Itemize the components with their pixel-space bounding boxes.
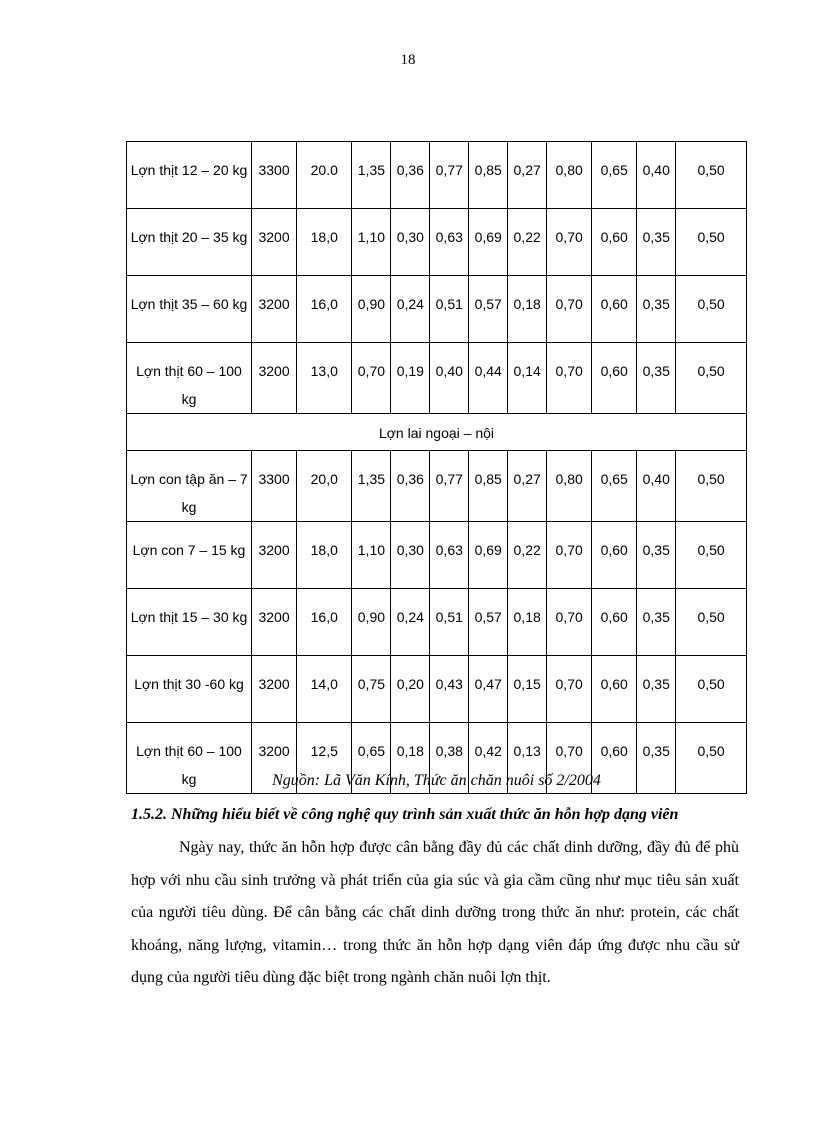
table-cell: 3200 (252, 209, 297, 276)
table-cell: 0,57 (469, 276, 508, 343)
table-cell: 0,63 (430, 209, 469, 276)
table-cell: 0,40 (430, 343, 469, 414)
table-cell: 16,0 (297, 276, 352, 343)
section-heading: 1.5.2. Những hiểu biết về công nghệ quy trình sản xuất thức ăn hỗn hợp dạng viên (131, 806, 679, 823)
table-cell: 0,65 (592, 142, 637, 209)
table-cell: 0,77 (430, 142, 469, 209)
table-cell: 0,40 (637, 451, 676, 522)
table-cell: 0,50 (676, 522, 747, 589)
table-cell: 3300 (252, 142, 297, 209)
table-cell: 0,70 (352, 343, 391, 414)
table-cell: 0,70 (547, 723, 592, 794)
table-cell: 0,50 (676, 723, 747, 794)
table-cell: 0,24 (391, 589, 430, 656)
table-cell: 0,60 (592, 209, 637, 276)
table-cell: 0,13 (508, 723, 547, 794)
table-cell: 0,35 (637, 723, 676, 794)
table-cell: 18,0 (297, 209, 352, 276)
table-cell: 3200 (252, 343, 297, 414)
table-cell: 0,80 (547, 142, 592, 209)
table-cell: 0,36 (391, 451, 430, 522)
table-cell: 0,24 (391, 276, 430, 343)
table-cell: 0,35 (637, 656, 676, 723)
table-cell: 0,60 (592, 589, 637, 656)
table-cell: 3200 (252, 276, 297, 343)
table-cell: 0,22 (508, 209, 547, 276)
table-cell: 0,57 (469, 589, 508, 656)
table-row (127, 451, 747, 522)
table-cell: 0,18 (508, 276, 547, 343)
table-cell: 0,69 (469, 209, 508, 276)
table-cell: 1,35 (352, 142, 391, 209)
table-cell: 0,51 (430, 276, 469, 343)
table-cell: 12,5 (297, 723, 352, 794)
table-cell: 0,50 (676, 142, 747, 209)
table-cell: 16,0 (297, 589, 352, 656)
table-cell: 3200 (252, 656, 297, 723)
nutrition-table (126, 141, 747, 794)
table-cell: 0,15 (508, 656, 547, 723)
table-cell: 0,27 (508, 142, 547, 209)
table-cell: 0,70 (547, 343, 592, 414)
row-label: Lợn thịt 15 – 30 kg (127, 589, 252, 656)
table-cell: 0,65 (592, 451, 637, 522)
table-cell: 0,90 (352, 589, 391, 656)
table-cell: 3200 (252, 589, 297, 656)
table-cell: 0,63 (430, 522, 469, 589)
table-cell: 0,70 (547, 522, 592, 589)
table-cell: 0,19 (391, 343, 430, 414)
table-cell: 0,60 (592, 656, 637, 723)
body-paragraph: Ngày nay, thức ăn hỗn hợp được cân bằng đầy đủ các chất dinh dưỡng, đầy đủ để phù hợp với nhu cầu sinh trưởng và phát triển của gia súc và gia cầm cũng như mục tiêu sản xuất của người tiêu dùng. Để cân bằng các chất dinh dưỡng trong thức ăn như: protein, các chất khoáng, năng lượng, vitamin… trong thức ăn hỗn hợp dạng viên đáp ứng được nhu cầu sử dụng của người tiêu dùng đặc biệt trong ngành chăn nuôi lợn thịt. (131, 839, 739, 986)
table-row (127, 343, 747, 414)
table-row (127, 589, 747, 656)
row-label: Lợn thịt 35 – 60 kg (127, 276, 252, 343)
table-cell: 0,60 (592, 723, 637, 794)
table-cell: 0,70 (547, 589, 592, 656)
table-cell: 1,35 (352, 451, 391, 522)
table-row (127, 209, 747, 276)
table-cell: 0,60 (592, 276, 637, 343)
table-cell: 0,36 (391, 142, 430, 209)
row-label: Lợn con tập ăn – 7 kg (127, 451, 252, 522)
table-cell: 18,0 (297, 522, 352, 589)
table-cell: 0,50 (676, 451, 747, 522)
table-cell: 0,18 (508, 589, 547, 656)
row-label: Lợn thịt 60 – 100 kg (127, 723, 252, 794)
table-cell: 0,14 (508, 343, 547, 414)
section-label: Lợn lai ngoại – nội (127, 414, 747, 451)
table-cell: 0,35 (637, 589, 676, 656)
table-cell: 0,42 (469, 723, 508, 794)
table-cell: 0,44 (469, 343, 508, 414)
table-cell: 0,50 (676, 343, 747, 414)
page-number: 18 (400, 52, 416, 68)
table-cell: 14,0 (297, 656, 352, 723)
table-cell: 0,60 (592, 343, 637, 414)
table-section-row (127, 414, 747, 451)
table-cell: 1,10 (352, 209, 391, 276)
table-cell: 0,50 (676, 589, 747, 656)
table-cell: 0,22 (508, 522, 547, 589)
table-cell: 0,40 (637, 142, 676, 209)
table-cell: 0,18 (391, 723, 430, 794)
table-cell: 0,47 (469, 656, 508, 723)
table-cell: 0,70 (547, 276, 592, 343)
table-cell: 0,50 (676, 209, 747, 276)
table-cell: 3300 (252, 451, 297, 522)
table-cell: 3200 (252, 522, 297, 589)
table-cell: 0,35 (637, 522, 676, 589)
table-cell: 0,60 (592, 522, 637, 589)
table-cell: 0,75 (352, 656, 391, 723)
row-label: Lợn thịt 12 – 20 kg (127, 142, 252, 209)
table-cell: 0,20 (391, 656, 430, 723)
row-label: Lợn thịt 30 -60 kg (127, 656, 252, 723)
table-cell: 0,90 (352, 276, 391, 343)
table-cell: 0,85 (469, 451, 508, 522)
table-cell: 0,30 (391, 209, 430, 276)
table-cell: 0,50 (676, 276, 747, 343)
row-label: Lợn con 7 – 15 kg (127, 522, 252, 589)
row-label: Lợn thịt 60 – 100 kg (127, 343, 252, 414)
table-cell: 0,70 (547, 656, 592, 723)
table-cell: 0,70 (547, 209, 592, 276)
table-cell: 20,0 (297, 451, 352, 522)
table-cell: 0,35 (637, 209, 676, 276)
table-source-note: Nguồn: Lã Văn Kính, Thức ăn chăn nuôi số 2/2004 (272, 772, 601, 789)
table-cell: 3200 (252, 723, 297, 794)
table-cell: 0,51 (430, 589, 469, 656)
table-cell: 0,38 (430, 723, 469, 794)
table-cell: 13,0 (297, 343, 352, 414)
table-cell: 0,27 (508, 451, 547, 522)
table-cell: 0,85 (469, 142, 508, 209)
table-cell: 0,43 (430, 656, 469, 723)
table-cell: 1,10 (352, 522, 391, 589)
table-row (127, 276, 747, 343)
table-row (127, 142, 747, 209)
table-cell: 0,30 (391, 522, 430, 589)
table-cell: 0,50 (676, 656, 747, 723)
row-label: Lợn thịt 20 – 35 kg (127, 209, 252, 276)
table-row (127, 522, 747, 589)
table-cell: 0,77 (430, 451, 469, 522)
table-cell: 0,69 (469, 522, 508, 589)
table-cell: 0,65 (352, 723, 391, 794)
table-cell: 0,35 (637, 276, 676, 343)
table-cell: 0,35 (637, 343, 676, 414)
table-cell: 20.0 (297, 142, 352, 209)
table-row (127, 656, 747, 723)
table-cell: 0,80 (547, 451, 592, 522)
